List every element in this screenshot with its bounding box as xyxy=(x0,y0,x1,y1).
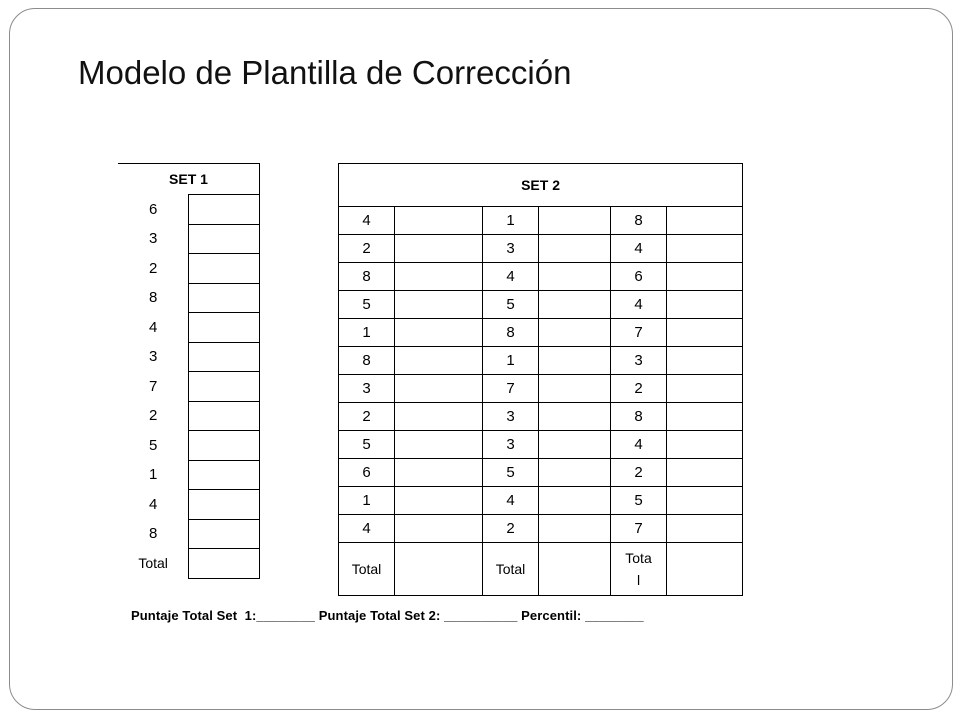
set2-response-cell[interactable] xyxy=(395,263,483,291)
set1-answer-key: 3 xyxy=(148,348,158,366)
set1-row xyxy=(118,195,260,225)
set1-response-cell[interactable] xyxy=(189,254,260,284)
set2-row xyxy=(339,403,743,431)
set1-row xyxy=(118,460,260,490)
set2-answer-key: 4 xyxy=(483,263,539,291)
set2-total-cell[interactable] xyxy=(395,543,483,596)
set2-answer-key: 1 xyxy=(483,347,539,375)
set2-total-label: Total xyxy=(483,543,539,596)
set1-response-cell[interactable] xyxy=(189,519,260,549)
set2-response-cell[interactable] xyxy=(667,263,743,291)
set2-row xyxy=(339,515,743,543)
set2-answer-key: 3 xyxy=(483,235,539,263)
set2-response-cell[interactable] xyxy=(395,291,483,319)
set2-answer-key: 2 xyxy=(339,235,395,263)
set2-response-cell[interactable] xyxy=(395,347,483,375)
set1-table xyxy=(118,163,260,579)
set2-response-cell[interactable] xyxy=(667,375,743,403)
set2-response-cell[interactable] xyxy=(539,347,611,375)
set1-response-cell[interactable] xyxy=(189,431,260,461)
set1-answer-key: 7 xyxy=(148,377,158,395)
set2-response-cell[interactable] xyxy=(395,487,483,515)
set1-answer-key: 3 xyxy=(148,230,158,248)
set1-response-cell[interactable] xyxy=(189,313,260,343)
set1-answer-key: 4 xyxy=(148,318,158,336)
set1-response-cell[interactable] xyxy=(189,372,260,402)
set2-answer-key: 8 xyxy=(611,403,667,431)
set2-response-cell[interactable] xyxy=(667,319,743,347)
set2-response-cell[interactable] xyxy=(395,403,483,431)
set2-answer-key: 5 xyxy=(483,459,539,487)
set2-answer-key: 5 xyxy=(339,291,395,319)
set1-total-label: Total xyxy=(138,555,168,572)
set2-response-cell[interactable] xyxy=(667,459,743,487)
set2-response-cell[interactable] xyxy=(539,207,611,235)
set2-response-cell[interactable] xyxy=(395,515,483,543)
set2-answer-key: 3 xyxy=(611,347,667,375)
set1-answer-key: 2 xyxy=(148,407,158,425)
set1-total-row xyxy=(118,549,260,579)
set2-response-cell[interactable] xyxy=(395,375,483,403)
set2-response-cell[interactable] xyxy=(667,207,743,235)
set1-answer-key: 5 xyxy=(148,436,158,454)
set2-row xyxy=(339,235,743,263)
set2-answer-key: 7 xyxy=(483,375,539,403)
set2-row xyxy=(339,375,743,403)
set1-response-cell[interactable] xyxy=(189,342,260,372)
set1-row xyxy=(118,431,260,461)
set1-row xyxy=(118,283,260,313)
set2-answer-key: 8 xyxy=(611,207,667,235)
set1-answer-key: 4 xyxy=(148,495,158,513)
set2-answer-key: 3 xyxy=(483,431,539,459)
set1-answer-key: 1 xyxy=(148,466,158,484)
set2-answer-key: 7 xyxy=(611,515,667,543)
set1-row xyxy=(118,224,260,254)
set2-response-cell[interactable] xyxy=(539,515,611,543)
set2-total-label-line1: Tota xyxy=(625,550,652,566)
set1-row xyxy=(118,372,260,402)
set2-response-cell[interactable] xyxy=(667,515,743,543)
set2-table xyxy=(338,163,743,596)
set2-response-cell[interactable] xyxy=(539,263,611,291)
set2-answer-key: 2 xyxy=(611,459,667,487)
set2-response-cell[interactable] xyxy=(667,347,743,375)
set2-answer-key: 5 xyxy=(611,487,667,515)
set1-response-cell[interactable] xyxy=(189,460,260,490)
set1-header: SET 1 xyxy=(118,164,260,195)
score-summary-line: Puntaje Total Set 1:________ Puntaje Total Set 2: __________ Percentil: ________ xyxy=(131,608,644,623)
set1-answer-key: 8 xyxy=(148,525,158,543)
set2-answer-key: 8 xyxy=(339,347,395,375)
set1-answer-key: 8 xyxy=(148,289,158,307)
set2-answer-key: 1 xyxy=(339,487,395,515)
set2-answer-key: 1 xyxy=(483,207,539,235)
set2-row xyxy=(339,431,743,459)
set2-response-cell[interactable] xyxy=(667,431,743,459)
set2-answer-key: 2 xyxy=(483,515,539,543)
set2-total-row xyxy=(339,543,743,596)
set2-total-label-line2: l xyxy=(636,572,641,588)
set2-answer-key: 6 xyxy=(339,459,395,487)
set2-response-cell[interactable] xyxy=(539,291,611,319)
set1-response-cell[interactable] xyxy=(189,224,260,254)
set2-total-cell[interactable] xyxy=(539,543,611,596)
set2-response-cell[interactable] xyxy=(667,291,743,319)
set2-answer-key: 4 xyxy=(611,235,667,263)
set2-answer-key: 8 xyxy=(483,319,539,347)
set2-answer-key: 5 xyxy=(339,431,395,459)
set2-row xyxy=(339,487,743,515)
set2-row xyxy=(339,207,743,235)
set2-response-cell[interactable] xyxy=(539,431,611,459)
set2-total-cell[interactable] xyxy=(667,543,743,596)
set2-response-cell[interactable] xyxy=(539,487,611,515)
set2-answer-key: 2 xyxy=(339,403,395,431)
set2-answer-key: 2 xyxy=(611,375,667,403)
set2-answer-key: 8 xyxy=(339,263,395,291)
set2-row xyxy=(339,319,743,347)
set2-answer-key: 4 xyxy=(611,431,667,459)
set2-response-cell[interactable] xyxy=(539,403,611,431)
set1-answer-key: 6 xyxy=(148,200,158,218)
set2-total-label: Total xyxy=(339,543,395,596)
set2-row xyxy=(339,459,743,487)
set2-response-cell[interactable] xyxy=(395,431,483,459)
set2-answer-key: 5 xyxy=(483,291,539,319)
set2-header: SET 2 xyxy=(339,164,743,207)
set2-response-cell[interactable] xyxy=(395,235,483,263)
set2-answer-key: 4 xyxy=(611,291,667,319)
set2-answer-key: 3 xyxy=(339,375,395,403)
set1-answer-key: 2 xyxy=(148,259,158,277)
set2-response-cell[interactable] xyxy=(667,403,743,431)
set2-response-cell[interactable] xyxy=(539,319,611,347)
set2-response-cell[interactable] xyxy=(395,207,483,235)
set2-answer-key: 7 xyxy=(611,319,667,347)
set2-answer-key: 3 xyxy=(483,403,539,431)
set2-answer-key: 6 xyxy=(611,263,667,291)
set1-row xyxy=(118,342,260,372)
set2-answer-key: 4 xyxy=(339,207,395,235)
set1-row xyxy=(118,254,260,284)
set2-response-cell[interactable] xyxy=(539,375,611,403)
page-title: Modelo de Plantilla de Corrección xyxy=(78,54,572,91)
set2-row xyxy=(339,263,743,291)
set2-response-cell[interactable] xyxy=(395,319,483,347)
set1-total-cell[interactable] xyxy=(189,549,260,579)
set2-response-cell[interactable] xyxy=(539,235,611,263)
set2-response-cell[interactable] xyxy=(667,235,743,263)
set2-response-cell[interactable] xyxy=(395,459,483,487)
set2-response-cell[interactable] xyxy=(539,459,611,487)
set2-total-label xyxy=(611,543,667,596)
set2-response-cell[interactable] xyxy=(667,487,743,515)
set2-answer-key: 1 xyxy=(339,319,395,347)
set2-row xyxy=(339,291,743,319)
set1-response-cell[interactable] xyxy=(189,283,260,313)
set1-response-cell[interactable] xyxy=(189,401,260,431)
set1-response-cell[interactable] xyxy=(189,490,260,520)
set2-answer-key: 4 xyxy=(339,515,395,543)
set1-row xyxy=(118,519,260,549)
set2-answer-key: 4 xyxy=(483,487,539,515)
set2-row xyxy=(339,347,743,375)
set1-response-cell[interactable] xyxy=(189,195,260,225)
set1-row xyxy=(118,401,260,431)
set1-row xyxy=(118,313,260,343)
set1-row xyxy=(118,490,260,520)
